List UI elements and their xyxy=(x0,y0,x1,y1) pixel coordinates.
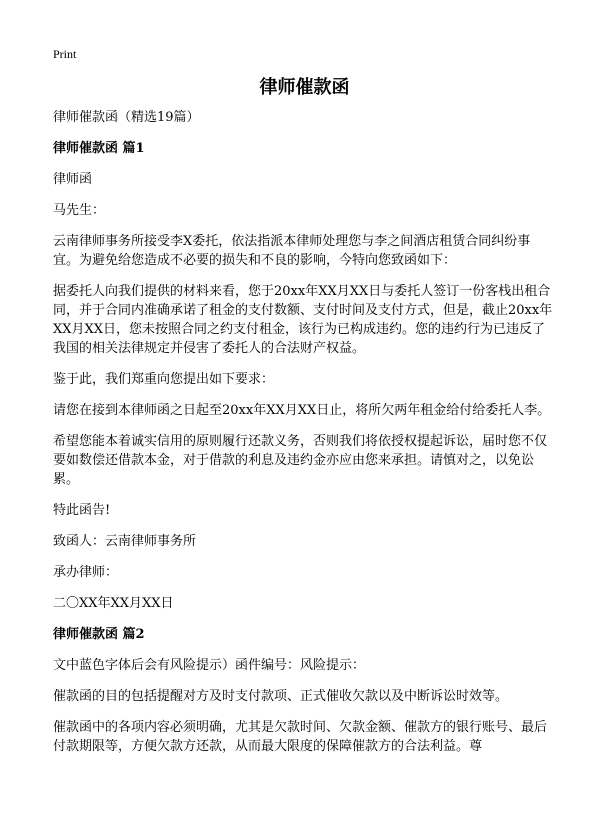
paragraph: 希望您能本着诚实信用的原则履行还款义务，否则我们将依授权提起诉讼，届时您不仅要如数偿还借款本金，对于借款的利息及违约金亦应由您来承担。请慎对之，以免讼累。 xyxy=(53,434,548,487)
paragraph: 文中蓝色字体后会有风险提示）函件编号：风险提示： xyxy=(53,658,366,673)
paragraph: 承办律师： xyxy=(53,565,119,580)
document-subtitle: 律师催款函（精选19篇） xyxy=(53,110,200,125)
section-heading-2: 律师催款函 篇2 xyxy=(53,627,145,642)
paragraph: 云南律师事务所接受李X委托，依法指派本律师处理您与李之间酒店租赁合同纠纷事宜。为避免给您造成不必要的损失和不良的影响，今特向您致函如下： xyxy=(53,234,531,268)
paragraph: 马先生： xyxy=(53,203,106,218)
paragraph: 鉴于此，我们郑重向您提出如下要求： xyxy=(53,372,275,387)
section-heading-1: 律师催款函 篇1 xyxy=(53,141,145,156)
paragraph: 据委托人向我们提供的材料来看，您于20xx年XX月XX日与委托人签订一份客栈出租合同，并于合同内准确承诺了租金的支付数额、支付时间及支付方式，但是，截止20xx年XX月XX日，您未按照合同之约支付租金，该行为已构成违约。您的违约行为已违反了我国的相关法律规定并侵害了委托人的合法财产权益。 xyxy=(53,284,553,356)
paragraph: 律师函 xyxy=(53,172,93,187)
paragraph: 催款函的目的包括提醒对方及时支付款项、正式催收欠款以及中断诉讼时效等。 xyxy=(53,689,509,704)
print-label: Print xyxy=(53,47,77,61)
document-title: 律师催款函 xyxy=(259,77,350,98)
paragraph: 请您在接到本律师函之日起至20xx年XX月XX日止，将所欠两年租金给付给委托人李。 xyxy=(53,403,551,418)
paragraph: 二〇XX年XX月XX日 xyxy=(53,596,174,611)
paragraph: 致函人：云南律师事务所 xyxy=(53,534,197,549)
paragraph: 特此函告! xyxy=(53,503,111,518)
paragraph: 催款函中的各项内容必须明确，尤其是欠款时间、欠款金额、催款方的银行账号、最后付款期限等，方便欠款方还款，从而最大限度的保障催款方的合法利益。尊 xyxy=(53,720,548,754)
